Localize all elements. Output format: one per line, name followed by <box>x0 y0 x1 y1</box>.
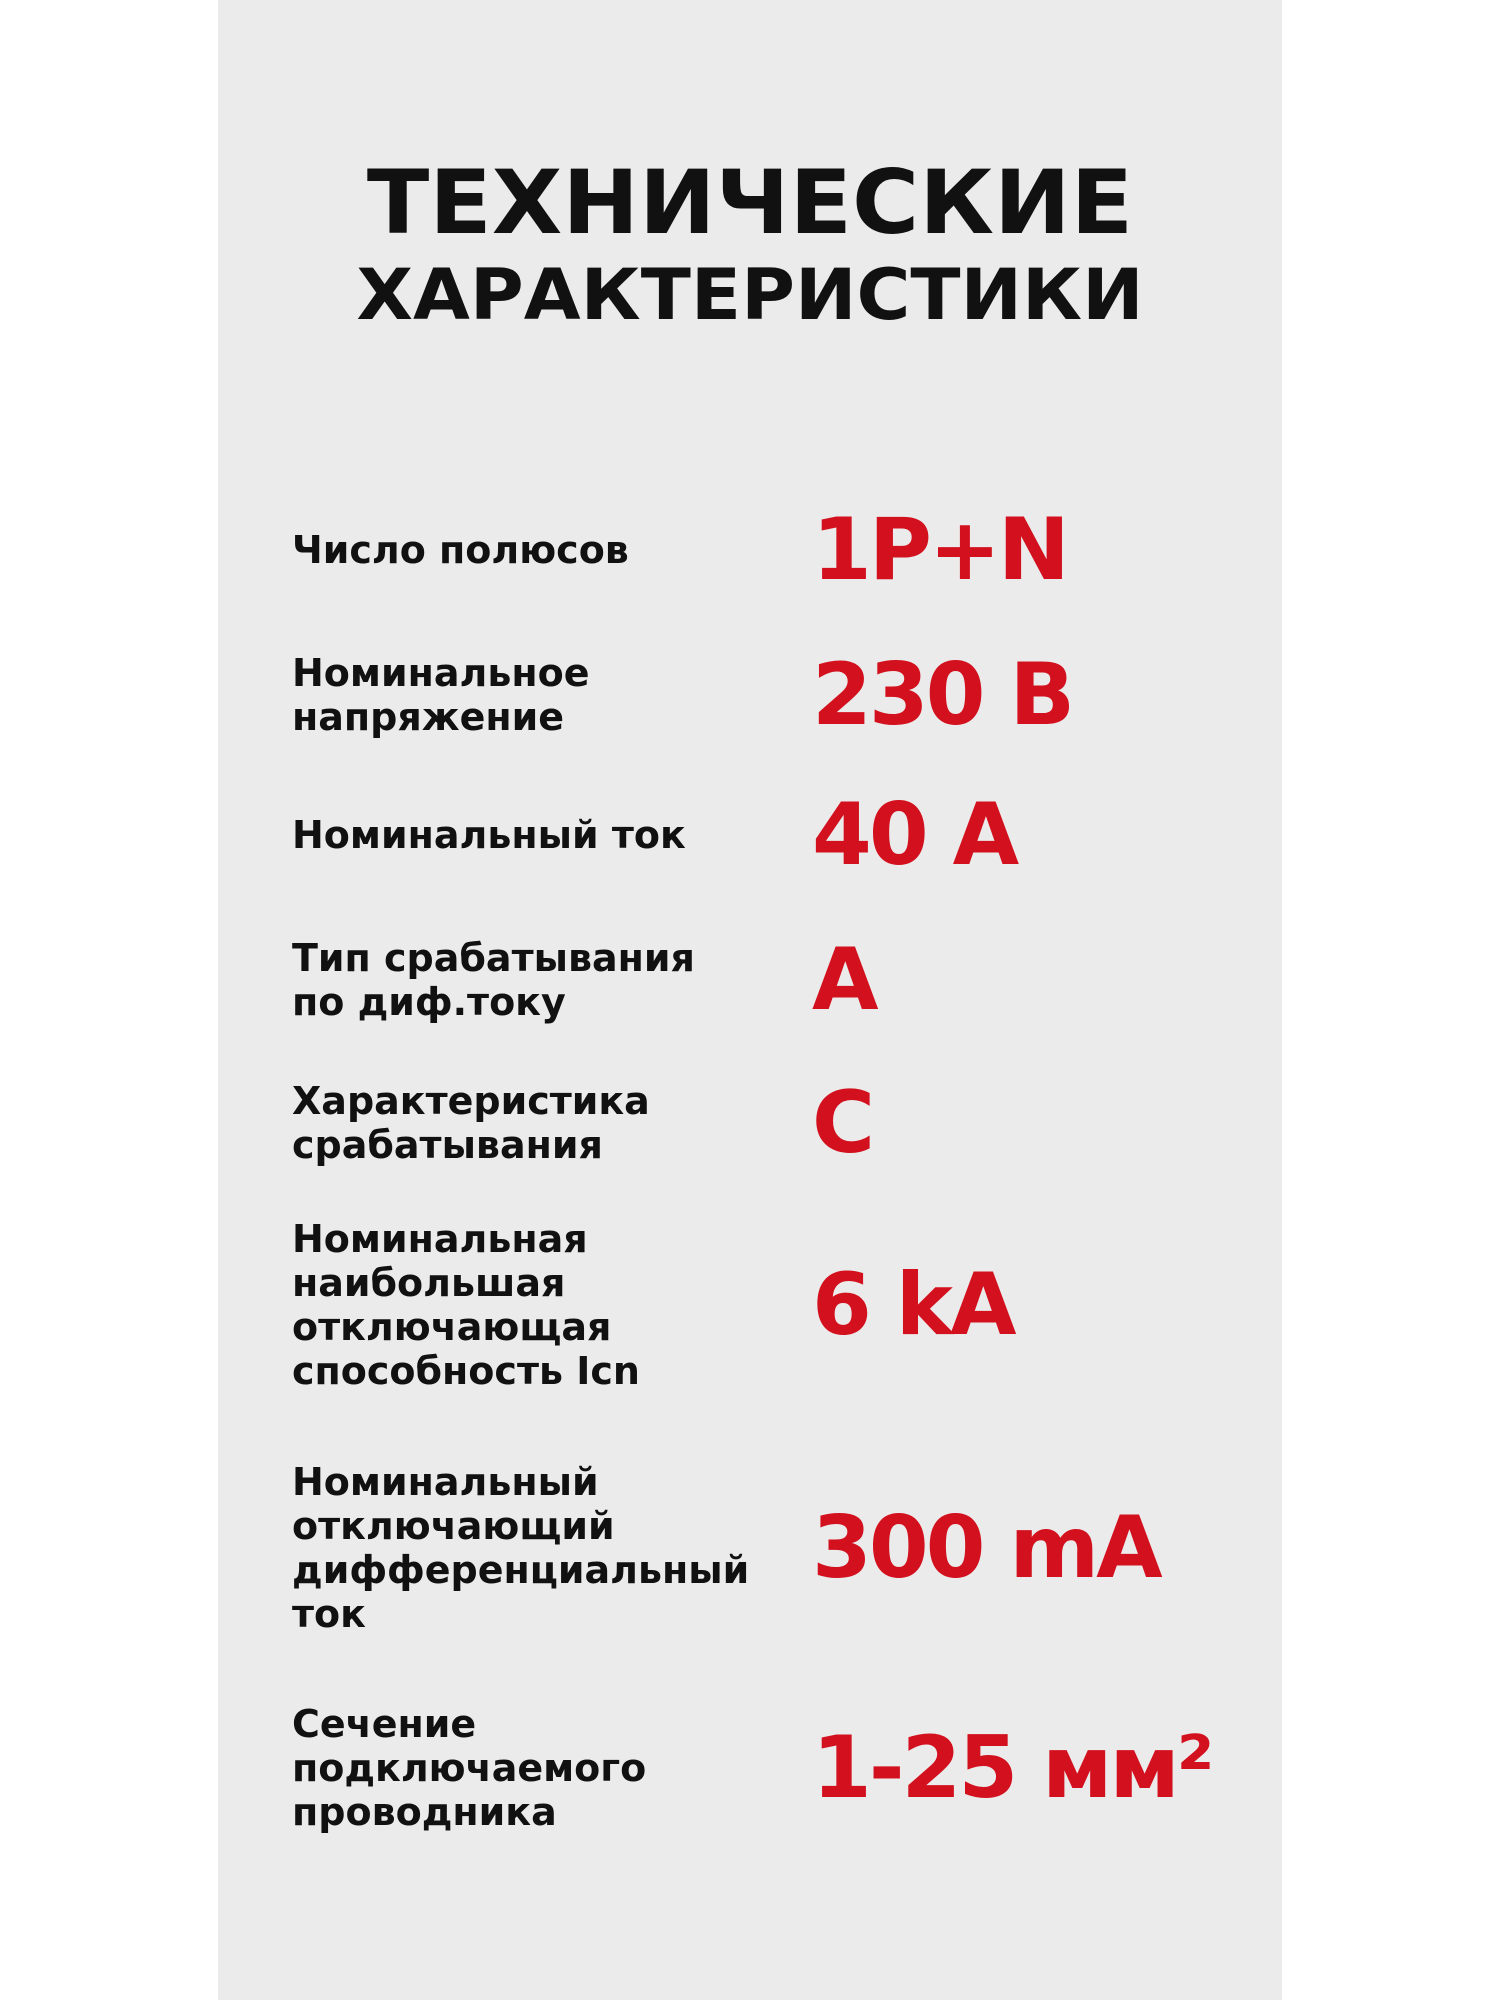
spec-label: Номинальный отключающий дифференциальный ток <box>292 1460 750 1636</box>
spec-row-voltage <box>292 640 1242 750</box>
spec-value: 1P+N <box>812 500 1067 600</box>
spec-label: Тип срабатывания по диф.току <box>292 936 695 1024</box>
page-title-line2: ХАРАКТЕРИСТИКИ <box>356 254 1144 336</box>
spec-label: Число полюсов <box>292 528 629 572</box>
spec-label: Характеристика срабатывания <box>292 1079 650 1167</box>
spec-value: 300 mA <box>812 1498 1160 1598</box>
spec-row-residual-current <box>292 1453 1242 1643</box>
page-title-line1: ТЕХНИЧЕСКИЕ <box>366 151 1134 254</box>
spec-row-breaking-capacity <box>292 1210 1242 1400</box>
spec-value: 40 А <box>812 785 1017 885</box>
spec-row-current <box>292 785 1242 885</box>
spec-value: 1-25 мм² <box>812 1717 1212 1818</box>
spec-label: Сечение подключаемого проводника <box>292 1701 647 1834</box>
spec-row-poles <box>292 500 1242 600</box>
spec-value: А <box>812 930 876 1030</box>
spec-label: Номинальное напряжение <box>292 651 590 739</box>
spec-label: Номинальная наибольшая отключающая способность Icn <box>292 1217 640 1393</box>
spec-label: Номинальный ток <box>292 813 686 857</box>
spec-row-trip-type <box>292 925 1242 1035</box>
spec-value: 230 В <box>812 645 1073 745</box>
spec-row-conductor-section <box>292 1695 1242 1840</box>
spec-row-trip-characteristic <box>292 1068 1242 1178</box>
spec-value: С <box>812 1073 873 1173</box>
spec-value: 6 kA <box>812 1255 1014 1355</box>
